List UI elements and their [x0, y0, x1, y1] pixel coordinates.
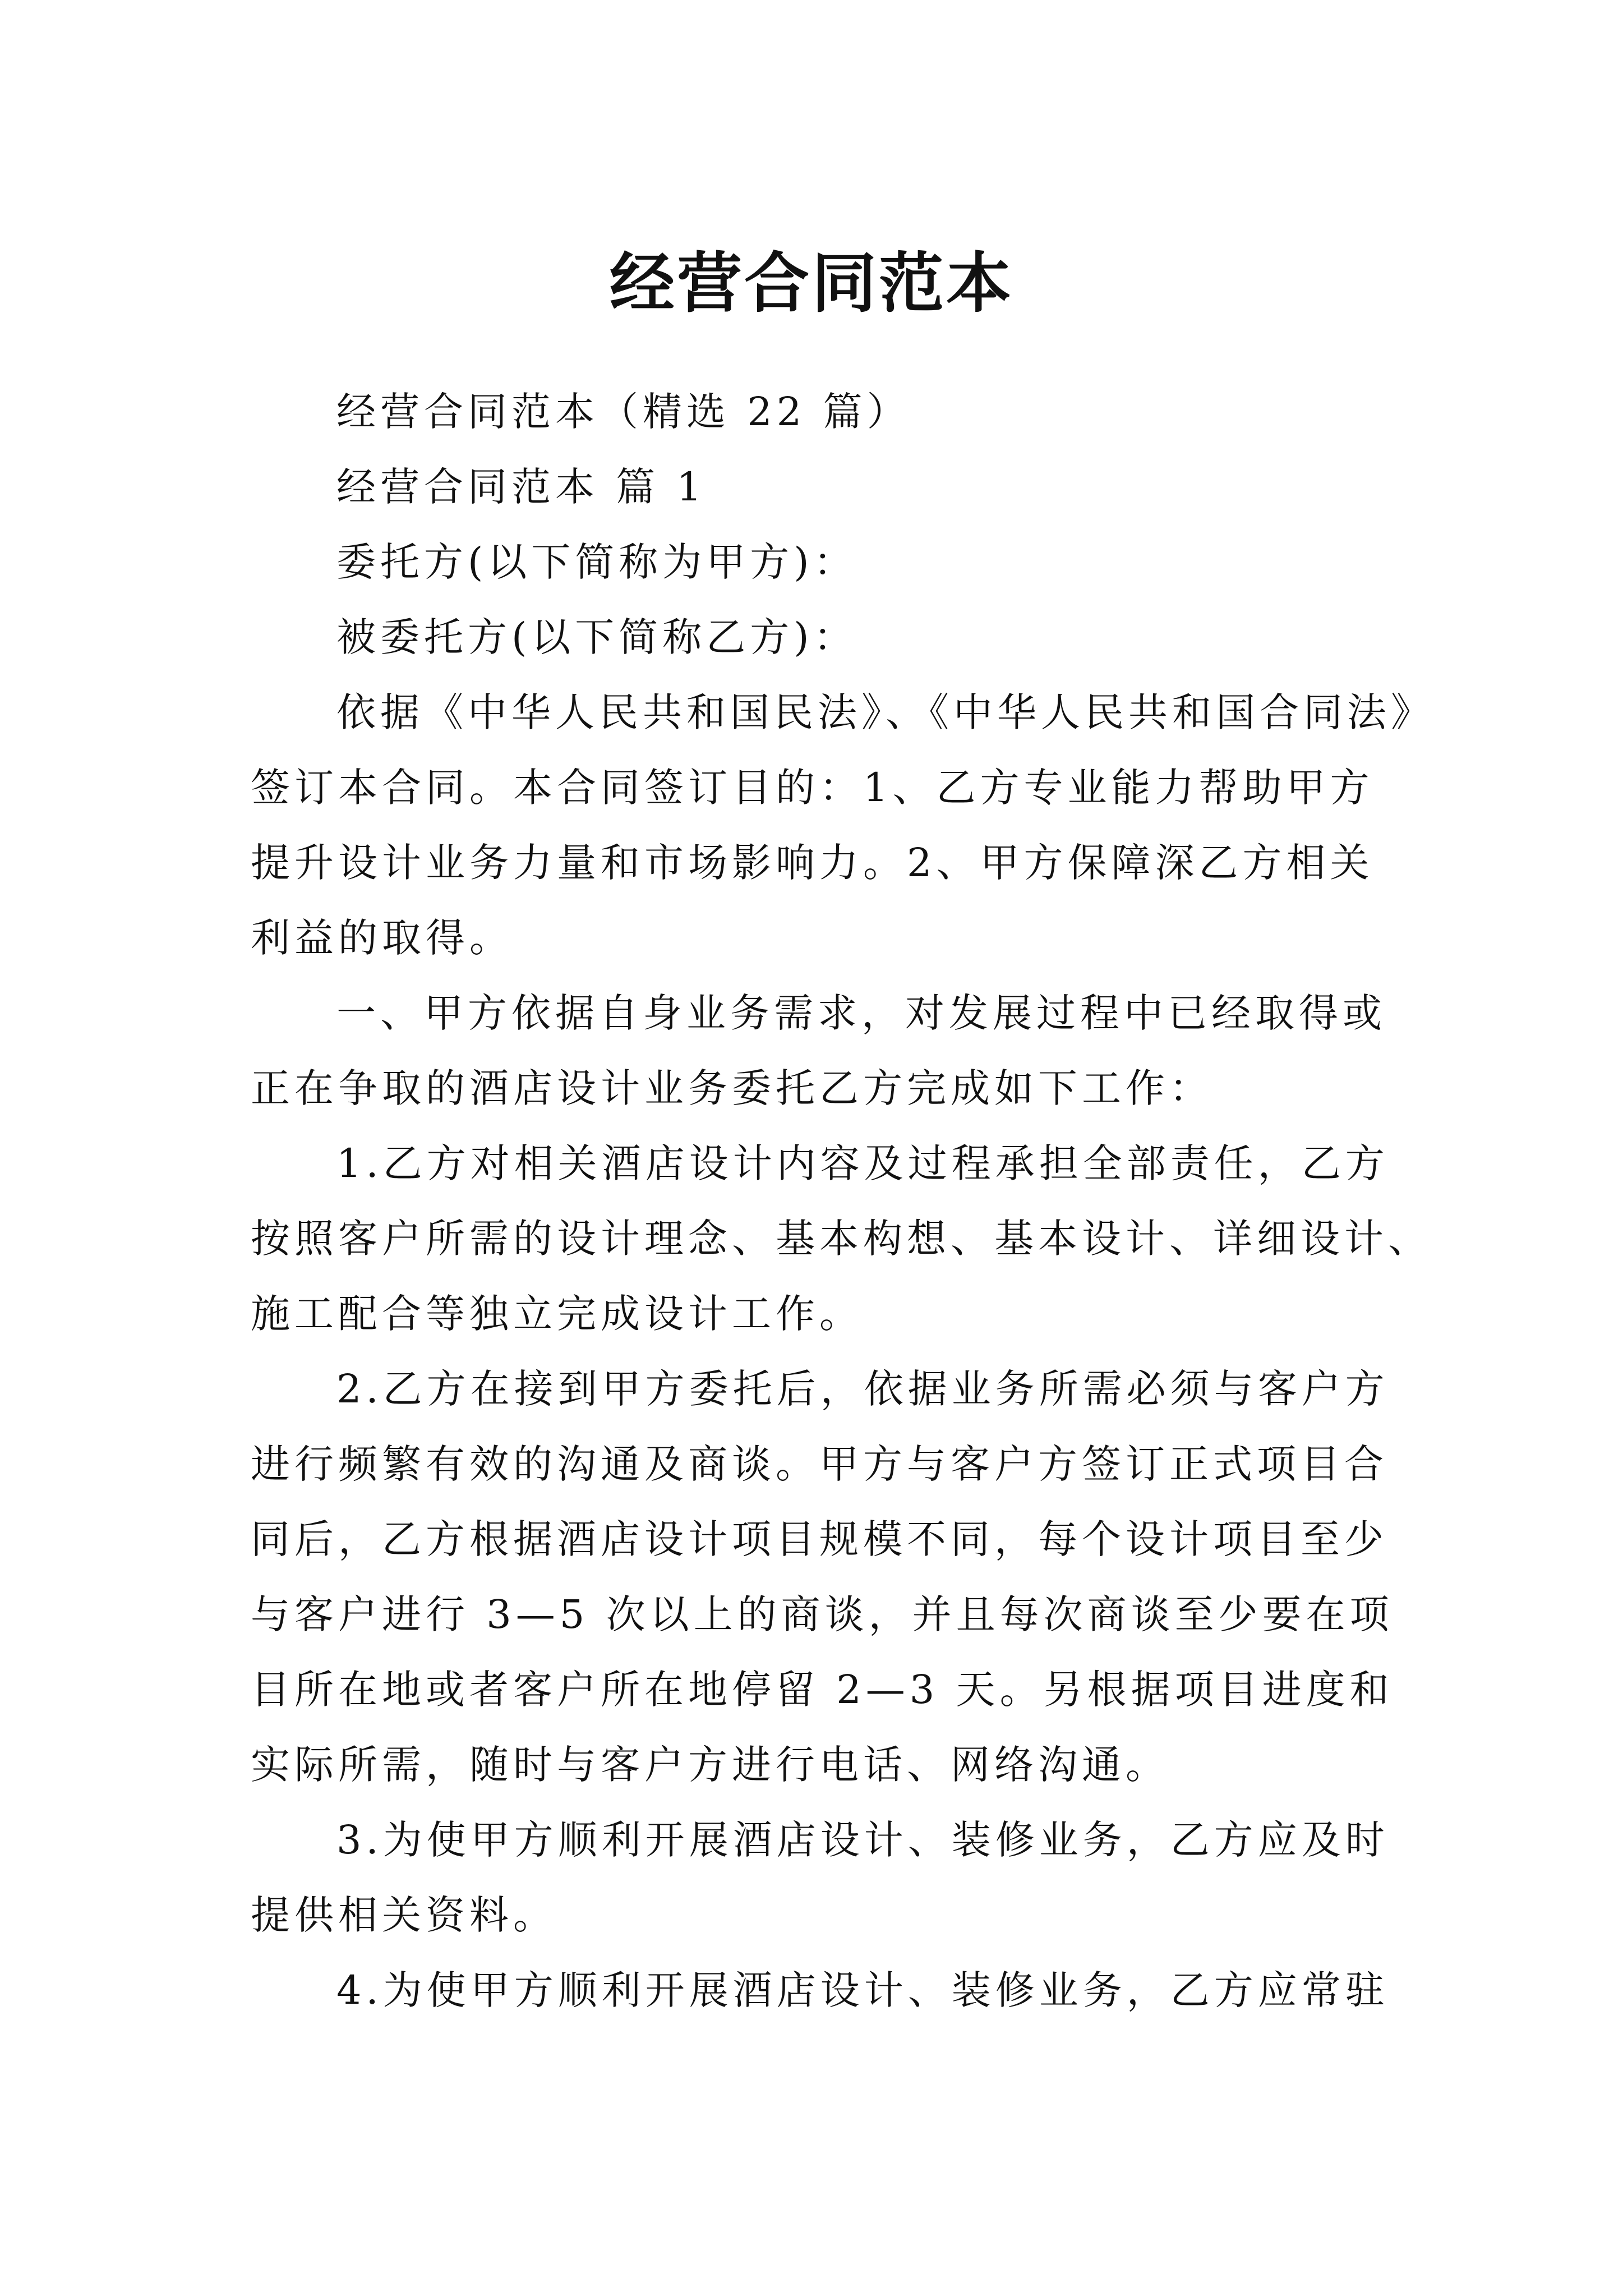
paragraph-line: 一、甲方依据自身业务需求，对发展过程中已经取得或: [336, 990, 1386, 1036]
paragraph-line: 正在争取的酒店设计业务委托乙方完成如下工作：: [251, 1065, 1213, 1111]
paragraph-line: 与客户进行 3—5 次以上的商谈，并且每次商谈至少要在项: [251, 1591, 1394, 1637]
line-subtitle: 经营合同范本（精选 22 篇）: [336, 389, 911, 435]
paragraph-line: 目所在地或者客户所在地停留 2—3 天。另根据项目进度和: [251, 1667, 1394, 1713]
paragraph-line: 4.为使甲方顺利开展酒店设计、装修业务，乙方应常驻: [336, 1967, 1389, 2013]
paragraph-line: 利益的取得。: [251, 915, 513, 961]
paragraph-line: 依据《中华人民共和国民法》、《中华人民共和国合同法》: [336, 689, 1435, 735]
paragraph-line: 施工配合等独立完成设计工作。: [251, 1291, 863, 1337]
line-section-heading: 经营合同范本 篇 1: [336, 464, 707, 510]
paragraph-line: 签订本合同。本合同签订目的：1、乙方专业能力帮助甲方: [251, 765, 1374, 811]
paragraph-line: 按照客户所需的设计理念、基本构想、基本设计、详细设计、: [251, 1216, 1432, 1262]
paragraph-line: 实际所需，随时与客户方进行电话、网络沟通。: [251, 1742, 1169, 1788]
paragraph-line: 3.为使甲方顺利开展酒店设计、装修业务，乙方应及时: [336, 1817, 1389, 1863]
line-party-b: 被委托方(以下简称乙方)：: [336, 614, 857, 660]
document-title: 经营合同范本: [610, 245, 1013, 321]
paragraph-line: 2.乙方在接到甲方委托后，依据业务所需必须与客户方: [336, 1366, 1389, 1412]
line-party-a: 委托方(以下简称为甲方)：: [336, 539, 857, 585]
paragraph-line: 1.乙方对相关酒店设计内容及过程承担全部责任，乙方: [336, 1140, 1389, 1186]
paragraph-line: 提供相关资料。: [251, 1892, 557, 1938]
paragraph-line: 同后，乙方根据酒店设计项目规模不同，每个设计项目至少: [251, 1516, 1388, 1562]
paragraph-line: 进行频繁有效的沟通及商谈。甲方与客户方签订正式项目合: [251, 1441, 1388, 1487]
paragraph-line: 提升设计业务力量和市场影响力。2、甲方保障深乙方相关: [251, 840, 1374, 886]
